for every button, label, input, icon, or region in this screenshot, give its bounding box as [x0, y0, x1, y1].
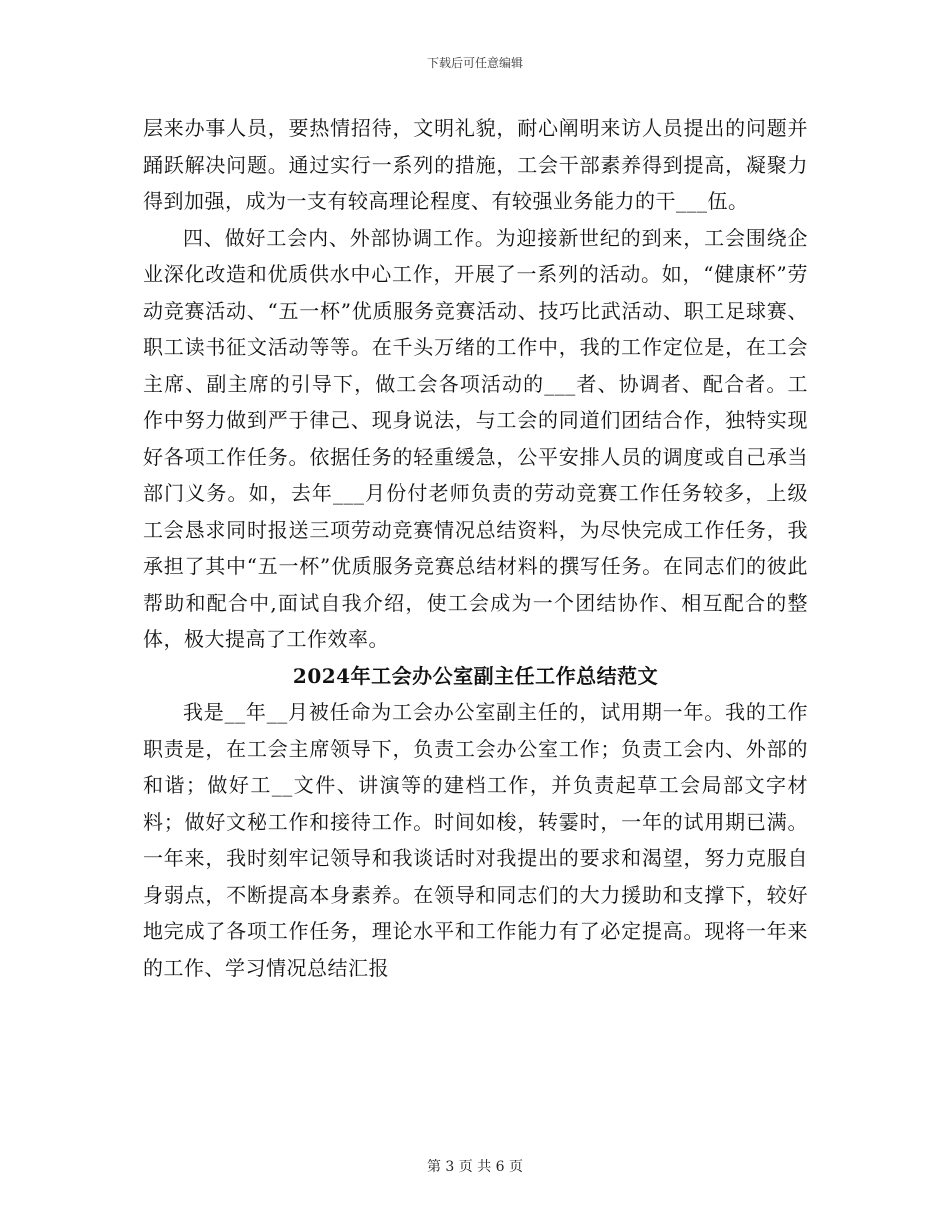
section-title: 2024年工会办公室副主任工作总结范文	[292, 663, 659, 688]
page-header: 下载后可任意编辑	[426, 56, 523, 70]
paragraph-continued: 层来办事人员，要热情招待，文明礼貌，耐心阐明来访人员提出的问题并踊跃解决问题。通过实行一系列的措施，工会干部素养得到提高，凝聚力得到加强，成为一支有较高理论程度、有较强业务能力的干___伍。	[143, 116, 808, 213]
paragraph-section-four: 四、做好工会内、外部协调工作。为迎接新世纪的到来，工会围绕企业深化改造和优质供水中心工作，开展了一系列的活动。如，“健康杯”劳动竞赛活动、“五一杯”优质服务竞赛活动、技巧比武活动、职工足球赛、职工读书征文活动等等。在千头万绪的工作中，我的工作定位是，在工会主席、副主席的引导下，做工会各项活动的___者、协调者、配合者。工作中努力做到严于律己、现身说法，与工会的同道们团结合作，独特实现好各项工作任务。依据任务的轻重缓急，公平安排人员的调度或自己承当部门义务。如，去年___月份付老师负责的劳动竞赛工作任务较多，上级工会恳求同时报送三项劳动竞赛情况总结资料，为尽快完成工作任务，我承担了其中“五一杯”优质服务竞赛总结材料的撰写任务。在同志们的彼此帮助和配合中,面试自我介绍，使工会成为一个团结协作、相互配合的整体，极大提高了工作效率。	[143, 225, 808, 651]
document-body	[143, 110, 808, 986]
page-footer: 第 3 页 共 6 页	[426, 1159, 524, 1175]
paragraph-intro: 我是__年__月被任命为工会办公室副主任的，试用期一年。我的工作职责是，在工会主席领导下，负责工会办公室工作；负责工会内、外部的和谐；做好工__文件、讲演等的建档工作，并负责起草工会局部文字材料；做好文秘工作和接待工作。时间如梭，转霎时，一年的试用期已满。一年来，我时刻牢记领导和我谈话时对我提出的要求和渴望，努力克服自身弱点，不断提高本身素养。在领导和同志们的大力援助和支撑下，较好地完成了各项工作任务，理论水平和工作能力有了必定提高。现将一年来的工作、学习情况总结汇报	[143, 700, 808, 980]
